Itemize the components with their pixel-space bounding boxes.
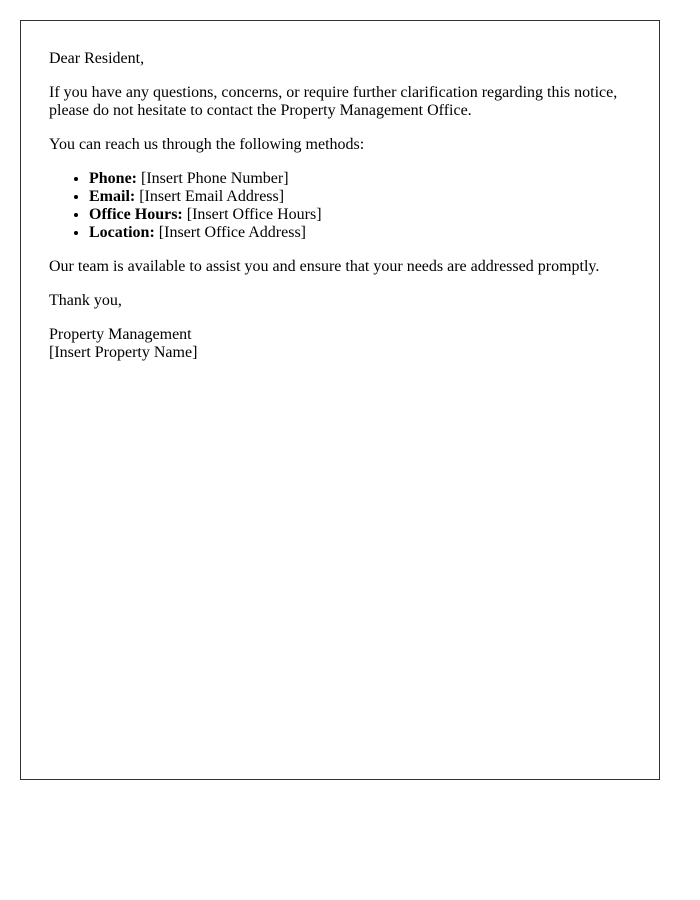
- signature-line-1: Property Management: [49, 326, 192, 343]
- signature-block: [49, 326, 631, 362]
- contact-value: [Insert Email Address]: [135, 188, 285, 205]
- assistance-paragraph: Our team is available to assist you and ensure that your needs are addressed promptly.: [49, 258, 600, 275]
- contact-label: Phone:: [89, 170, 137, 187]
- letter-container: [20, 20, 660, 780]
- contact-method-location: [89, 224, 631, 242]
- contact-methods-intro: You can reach us through the following methods:: [49, 136, 365, 153]
- contact-method-phone: [89, 170, 631, 188]
- contact-label: Email:: [89, 188, 136, 205]
- contact-method-office-hours: [89, 206, 631, 224]
- contact-value: [Insert Phone Number]: [137, 170, 289, 187]
- signature-line-2: [Insert Property Name]: [49, 344, 198, 361]
- contact-value: [Insert Office Hours]: [182, 206, 322, 223]
- contact-methods-list: [49, 170, 631, 242]
- contact-label: Office Hours:: [89, 206, 183, 223]
- contact-method-email: [89, 188, 631, 206]
- closing: Thank you,: [49, 292, 122, 309]
- contact-label: Location:: [89, 224, 155, 241]
- contact-value: [Insert Office Address]: [154, 224, 306, 241]
- intro-paragraph: If you have any questions, concerns, or require further clarification regarding this notice, please do not hesitate to contact the Property Management Office.: [49, 84, 618, 119]
- greeting: Dear Resident,: [49, 50, 145, 67]
